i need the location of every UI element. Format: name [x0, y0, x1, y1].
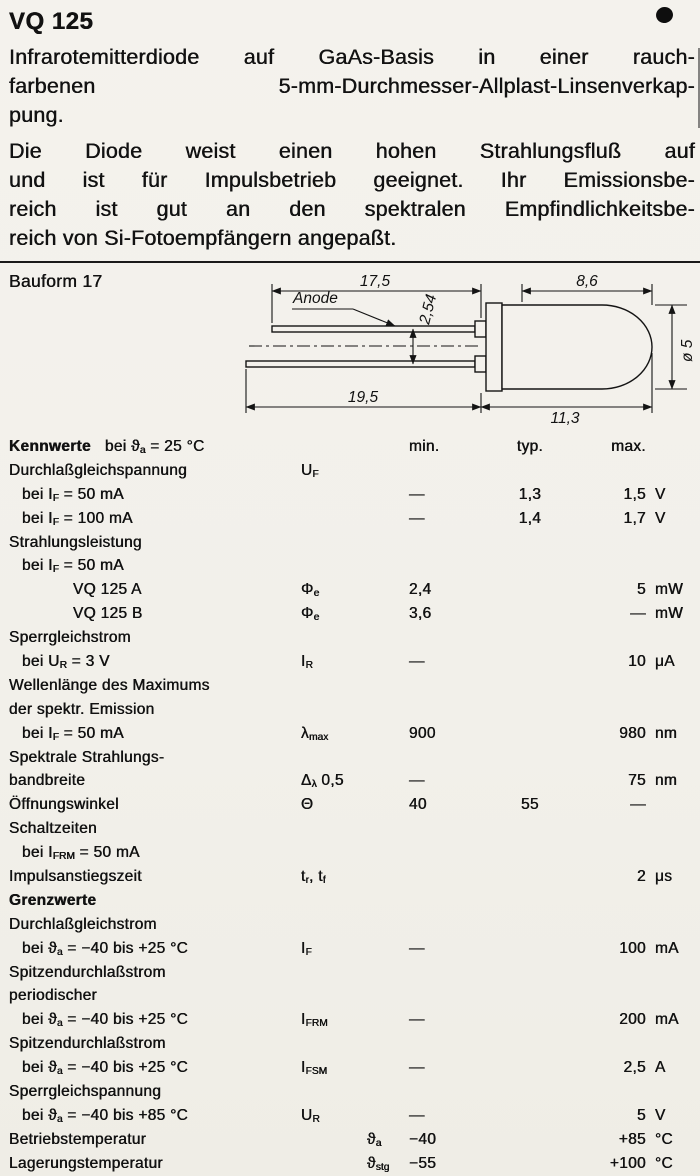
- col-header-max: max.: [611, 438, 646, 455]
- spec-label: bandbreite: [9, 772, 86, 790]
- col-header-min: min.: [409, 438, 440, 455]
- dim-body-top-label: 8,6: [576, 273, 598, 290]
- spec-label: Durchlaßgleichspannung: [9, 461, 188, 479]
- spec-unit: V: [655, 509, 666, 527]
- spec-label: bei $U_R = 3$ V: [22, 653, 110, 672]
- spec-max: 2,5: [623, 1059, 646, 1077]
- spec-sym: $\Phi_e$: [301, 605, 320, 624]
- spec-label: bei $ϑ_a = -40$ bis +85 °C: [22, 1106, 189, 1125]
- spec-sym: $I_{FSM}$: [301, 1059, 328, 1078]
- led-flange: [486, 303, 502, 391]
- spec-sym: $\Delta_\lambda$ 0,5: [301, 772, 344, 791]
- spec-row: [9, 1104, 695, 1128]
- spec-unit: nm: [655, 772, 678, 790]
- spec-unit: °C: [655, 1130, 673, 1148]
- spec-label: bei $ϑ_a = -40$ bis +25 °C: [22, 1059, 189, 1078]
- spec-min: 3,6: [409, 605, 432, 623]
- anode-lead-tab: [475, 321, 486, 337]
- drawing-section: [0, 263, 700, 433]
- spec-sym: $U_F$: [301, 461, 319, 480]
- spec-unit: mW: [655, 605, 684, 623]
- spec-sym: $t_r$, $t_f$: [301, 868, 326, 887]
- spec-label: bei $ϑ_a = -40$ bis +25 °C: [22, 939, 189, 958]
- kennwerte-condition: bei $ϑ_a = 25$ °C: [104, 438, 205, 457]
- spec-sym: $\lambda_{max}$: [301, 724, 329, 743]
- spec-row: [9, 602, 695, 626]
- spec-min: 40: [409, 796, 427, 814]
- spec-min: —: [409, 1059, 425, 1077]
- spec-min: —: [409, 485, 425, 503]
- spec-row: [9, 1128, 695, 1152]
- spec-row: [9, 459, 695, 483]
- paragraph: [9, 43, 695, 130]
- spec-label: VQ 125 A: [73, 581, 142, 599]
- spec-sym: $\Phi_e$: [301, 581, 320, 600]
- spec-unit: V: [655, 1106, 666, 1124]
- spec-unit: mA: [655, 939, 679, 957]
- spec-label: Durchlaßgleichstrom: [9, 915, 157, 933]
- spec-row: [9, 554, 695, 578]
- spec-label: Betriebstemperatur: [9, 1130, 147, 1148]
- spec-label: Spektrale Strahlungs-: [9, 748, 165, 766]
- spec-row: [9, 913, 695, 937]
- spec-max: 10: [628, 653, 646, 671]
- spec-max: 980: [619, 724, 646, 742]
- spec-min: —: [409, 653, 425, 671]
- description-line: farbenen 5-mm-Durchmesser-Allplast-Linsenverkap-: [9, 74, 695, 98]
- spec-min: —: [409, 1106, 425, 1124]
- spec-unit: mA: [655, 1011, 679, 1029]
- kennwerte-title: Kennwerte: [9, 438, 91, 455]
- spec-max: 5: [637, 1106, 646, 1124]
- dim-lead-bottom-label: 19,5: [347, 389, 379, 406]
- spec-label: bei $I_F = 50$ mA: [22, 724, 124, 743]
- spec-row: [9, 817, 695, 841]
- spec-label: Spitzendurchlaßstrom: [9, 963, 166, 981]
- spec-min: —: [409, 1011, 425, 1029]
- spec-unit: °C: [655, 1154, 673, 1172]
- page-title: VQ 125: [9, 8, 94, 35]
- spec-unit: mW: [655, 581, 684, 599]
- spec-row: [9, 769, 695, 793]
- spec-row: [9, 1152, 695, 1176]
- cathode-lead-tab: [475, 356, 486, 372]
- spec-row: [9, 650, 695, 674]
- spec-min: —: [409, 509, 425, 527]
- spec-row: [9, 578, 695, 602]
- spec-max: 200: [619, 1011, 646, 1029]
- dim-lead-top-label: 17,5: [359, 273, 391, 290]
- spec-label: Wellenlänge des Maximums: [9, 676, 210, 694]
- spec-label: der spektr. Emission: [9, 700, 155, 718]
- spec-label: Strahlungsleistung: [9, 533, 142, 551]
- description-line: Die Diode weist einen hohen Strahlungsfluß auf: [9, 139, 695, 163]
- spec-sym: Θ: [301, 796, 314, 814]
- page-header: [0, 0, 700, 37]
- spec-row: [9, 793, 695, 817]
- spec-label: bei $ϑ_a = -40$ bis +25 °C: [22, 1011, 189, 1030]
- spec-typ: 1,3: [518, 485, 542, 503]
- spec-sym: $I_R$: [301, 653, 313, 672]
- anode-lead: [272, 326, 475, 332]
- spec-max: —: [630, 605, 646, 623]
- spec-row: [9, 507, 695, 531]
- spec-label: Spitzendurchlaßstrom: [9, 1035, 166, 1053]
- anode-label: Anode: [293, 290, 338, 307]
- dim-diameter-label: ø 5: [679, 339, 696, 362]
- spec-min: −55: [409, 1154, 437, 1172]
- spec-label: bei $I_F = 50$ mA: [22, 557, 124, 576]
- spec-max: 75: [628, 772, 646, 790]
- spec-sym: $U_R$: [301, 1106, 320, 1125]
- spec-max: —: [630, 796, 646, 814]
- spec-unit: A: [655, 1059, 666, 1077]
- spec-sym: $I_F$: [301, 939, 312, 958]
- spec-max: 1,7: [623, 509, 646, 527]
- spec-max: 100: [619, 939, 646, 957]
- spec-label: Grenzwerte: [9, 891, 97, 909]
- col-header-typ: typ.: [516, 438, 544, 455]
- spec-row: [9, 722, 695, 746]
- description-line: und ist für Impulsbetrieb geeignet. Ihr Emissionsbe-: [9, 168, 695, 192]
- cathode-lead: [246, 361, 475, 367]
- spec-label: VQ 125 B: [73, 605, 143, 623]
- spec-unit: V: [655, 485, 666, 503]
- spec-sym: $I_{FRM}$: [301, 1011, 328, 1030]
- spec-label: bei $I_F = 50$ mA: [22, 485, 124, 504]
- spec-max: 1,5: [623, 485, 646, 503]
- led-technical-drawing: [235, 265, 697, 433]
- spec-row: [9, 1008, 695, 1032]
- leader-line: [353, 309, 395, 326]
- spec-min: —: [409, 772, 425, 790]
- description-line: pung.: [9, 103, 64, 127]
- spec-label: Öffnungswinkel: [9, 796, 119, 814]
- description-line: reich von Si-Fotoempfängern angepaßt.: [9, 226, 397, 250]
- spec-row: [9, 531, 695, 555]
- spec-max: +85: [618, 1130, 646, 1148]
- spec-label: bei $I_F = 100$ mA: [22, 509, 133, 528]
- description-line: reich ist gut an den spektralen Empfindlichkeitsbe-: [9, 197, 695, 221]
- bauform-label: Bauform 17: [9, 271, 103, 291]
- spec-max: 5: [637, 581, 646, 599]
- description: [0, 37, 700, 253]
- description-line: Infrarotemitterdiode auf GaAs-Basis in einer rauch-: [9, 45, 695, 69]
- spec-sym: $ϑ_{stg}$: [367, 1154, 390, 1173]
- dim-pitch-label: 2,54: [416, 292, 441, 326]
- spec-min: −40: [409, 1130, 437, 1148]
- spec-min: 2,4: [409, 581, 432, 599]
- spec-unit: μs: [655, 868, 673, 886]
- spec-sym: $ϑ_a$: [367, 1130, 382, 1149]
- spec-label: Impulsanstiegszeit: [9, 868, 142, 886]
- spec-label: Sperrgleichstrom: [9, 629, 131, 647]
- spec-row: [9, 865, 695, 889]
- spec-row: [9, 1056, 695, 1080]
- spec-max: +100: [609, 1154, 646, 1172]
- spec-typ: 1,4: [518, 509, 542, 527]
- spec-row: [9, 984, 695, 1008]
- spec-row: [9, 937, 695, 961]
- paragraph: [9, 137, 695, 253]
- spec-label: Lagerungstemperatur: [9, 1154, 163, 1172]
- spec-max: 2: [637, 868, 646, 886]
- spec-unit: μA: [655, 653, 675, 671]
- spec-label: Schaltzeiten: [9, 820, 98, 838]
- spec-table-header: [9, 435, 695, 459]
- spec-table-body: [9, 459, 695, 1176]
- spec-label: periodischer: [9, 987, 98, 1005]
- spec-min: —: [409, 939, 425, 957]
- spec-typ: 55: [521, 796, 539, 814]
- spec-row: [9, 841, 695, 865]
- spec-label: Sperrgleichspannung: [9, 1083, 162, 1101]
- spec-min: 900: [409, 724, 436, 742]
- dim-body-bottom-label: 11,3: [550, 410, 580, 427]
- spec-row: [9, 698, 695, 722]
- spec-unit: nm: [655, 724, 678, 742]
- spec-table: [0, 433, 700, 1176]
- spec-label: bei $I_{FRM} = 50$ mA: [22, 844, 140, 863]
- led-body: [502, 305, 652, 389]
